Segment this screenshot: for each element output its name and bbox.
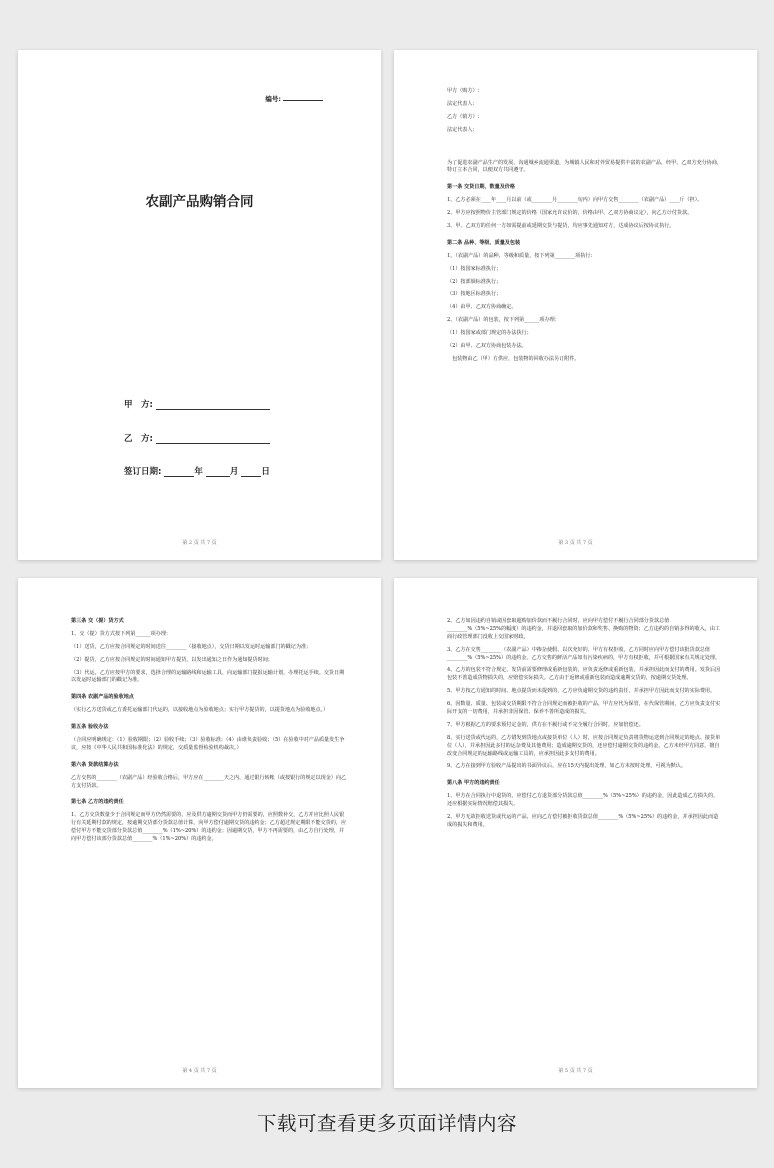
clause: （1）按国家标准执行；: [447, 265, 502, 272]
section-title: 第四条 农副产品的验收地点: [71, 694, 134, 701]
party-b-field: [124, 432, 270, 444]
page-body: [71, 618, 347, 849]
clause: 1、交（提）货方式按下列第______项办理：: [71, 630, 172, 637]
page-number: 第 5 页 共 7 页: [558, 1068, 593, 1074]
clause: （4）由甲、乙双方协商确定。: [447, 304, 517, 311]
intro-line: 法定代表人:: [447, 100, 475, 107]
clause: （1）送货，乙方应按合同规定的时间送往________（接收地点），交货日期以发运时运输部门的戳记为准；: [71, 643, 312, 650]
contract-title: 农副产品购销合同: [145, 194, 254, 210]
contract-page-4: [18, 578, 381, 1088]
section-title: 第七条 乙方的违约责任: [71, 799, 124, 806]
clause: 2、（农副产品）的包装，按下列第______项办理：: [447, 317, 560, 324]
section-title: 第八条 甲方的违约责任: [447, 780, 500, 787]
contract-page-5: [394, 578, 757, 1088]
sign-date-label: 签订日期:: [124, 467, 162, 477]
clause: 乙方交售的________（农副产品）经验收合格后，甲方应在________天之内，通过银行转帐（或按银行的规定以现金）向乙方支付货款。: [71, 774, 347, 789]
section-title: 第一条 交货日期、数量及价格: [447, 184, 515, 191]
clause: 7、甲方根据乙方的要求预付定金的，供方在不履行或不完全履行合同时，应加倍偿还。: [447, 721, 644, 728]
clause: 9、乙方在接到甲方验收产品提出的书面异议后，应在15天内提出处理，如乙方未按时处理，可视为默认。: [447, 763, 686, 770]
clause: 3、乙方在交售________（农副产品）中掺杂使假、以次充好的，甲方有权拒收，乙方同时应向甲方偿付该批货款总值________%（5%~25%）的违约金。乙方交售的鲜活产品如有污染疾病的，甲方有权拒收，并可根据国家有关规定处理。: [447, 646, 721, 661]
party-b-blank: [156, 435, 270, 444]
section-title: 第二条 品种、等级、质量及包装: [447, 239, 521, 246]
contract-page-3: [394, 50, 757, 560]
clause: 3、甲、乙双方的任何一方如需提前或延期交货与提货，均应事先通知对方，达成协议后按协议执行。: [447, 223, 675, 230]
day-label: 日: [261, 467, 270, 477]
clause: 2、甲方无故拒收送货或代运的产品，应向乙方偿付被拒收货款总值________%（5%~25%）的违约金，并承担因此而造成的损失和费用。: [447, 814, 719, 828]
clause: （2）由甲、乙双方协商包装办法。: [447, 343, 527, 350]
clause: 1、（农副产品）的品种、等级和质量，按下列第________项执行：: [447, 252, 596, 259]
download-caption: 下载可查看更多页面详情内容: [256, 1112, 517, 1135]
clause: （2）提货，乙方应按合同规定的时间通知甲方提货，以发出通知之日作为通知提货时间；: [71, 656, 273, 663]
party-a-blank: [156, 401, 270, 410]
clause: 2、乙方如因违约自销或因套取超购加价款而不履行合同时，应向甲方偿付不履行合同部分货款总值________%（5%~25%的幅度）的违约金，并退回套取的加价款和奖售、换购的物资；乙方违约的自销多得的收入，由工商行政管理部门没收上交国家财政。: [447, 618, 721, 640]
page-body: [447, 88, 723, 369]
sign-date-field: [124, 465, 270, 477]
party-a-label: 甲 方:: [124, 400, 153, 410]
page-body: [447, 618, 723, 835]
clause: 包装物由乙（甲）方供应，包装物的回收办法另订附件。: [447, 355, 580, 362]
intro-line: 法定代表人:: [447, 126, 475, 133]
contract-number-field: [265, 94, 323, 103]
clause: （2）按部颁标准执行；: [447, 278, 502, 285]
clause: 1、乙方交货数量少于合同规定而甲方仍然需要的，应及供方逾期交货而甲方仍需要的，应照数补交，乙方并应比照人民银行有关延期付款的规定，按逾期交货部分货款总值计算，向甲方偿付逾期交货的违约金；乙方超过规定期限不能交货的，应偿付甲方不能交货部分货款总值________%（1%~20%）的违约金；因逾期交货，甲方不再需要的，由乙方自行处理，并向甲方偿付该部分货款总值________%（1%~20%）的违约金。: [71, 812, 347, 843]
spacer: [447, 140, 723, 160]
intro-line: 乙方（销方）:: [447, 113, 480, 120]
section-title: 第五条 验收办法: [71, 724, 109, 731]
clause: 4、乙方的包装不符合规定，发货前需要修理或重新包装的，应负责返修或重新包装，并承担因此而支付的费用。发货后因包装不善造成货物损失的，应赔偿实际损失。乙方由于返修或重新包装而造成逾期交货的，按逾期交货处理。: [447, 667, 721, 682]
day-blank: [241, 468, 261, 477]
preamble: 为了促进农副产品生产的发展，沟通城乡流通渠道，为城镇人民和对外贸易提供丰富的农副产品，经甲、乙双方充分协商，特订立本合同，以便双方共同遵守。: [447, 159, 723, 174]
clause: 2、甲方应按照物价主管部门规定的价格（国家允许议价的，价格由甲、乙双方协商议定），向乙方计付货款。: [447, 210, 693, 217]
clause: 6、因数量、质量、包装或交货期限不符合合同规定而被拒收的产品，甲方应代为保管，在代保管期间，乙方应负责支付实际开支的一切费用，并承担非因保管、保养不善所造成的损失。: [447, 701, 721, 716]
section-title: 第六条 货款结算办法: [71, 761, 119, 768]
party-b-label: 乙 方:: [124, 434, 153, 444]
clause: （实行乙方送货或乙方委托运输部门代运的，以接收地点为验收地点；实行甲方提货的，以提货地点为验收地点。）: [71, 707, 329, 714]
page-number: 第 2 页 共 7 页: [182, 540, 217, 546]
intro-line: 甲方（购方）:: [447, 88, 480, 94]
page-number: 第 4 页 共 7 页: [182, 1068, 217, 1074]
clause: （1）按国家或部门规定的办法执行；: [447, 330, 532, 337]
month-label: 月: [229, 467, 239, 477]
clause: 1、乙方必须在____年____月以前（或________月________旬内）向甲方交售________（农副产品）____斤（担）。: [447, 197, 703, 204]
clause: （3）按地区标准执行；: [447, 291, 502, 298]
year-blank: [164, 468, 194, 477]
page-number: 第 3 页 共 7 页: [558, 540, 593, 546]
contract-cover-page: [18, 50, 381, 560]
clause: 1、甲方在合同执行中退货的，应偿付乙方退货部分货款总值________%（5%~25%）的违约金，因此造成乙方损失的，还应根据实际情况赔偿其损失。: [447, 793, 719, 808]
contract-number-blank: [283, 100, 323, 101]
section-title: 第三条 交（提）货方式: [71, 618, 124, 624]
year-label: 年: [194, 467, 203, 477]
clause: （合同应明确规定：（1）验收期限；（2）验收手续；（3）验收标准；（4）由谁负责验收；（5）在验收中对产品质量发生争议，应按《中华人民共和国标准化法》的规定，交质量监督检验机构裁决。）: [71, 737, 345, 751]
clause: 8、实行送货或代运的，乙方错发到货地点或接货单位（人）时，应按合同规定负责将货物运送到合同规定的地点、接货单位（人），并承担因此多付的运杂费及其他费用；造成逾期交货的，还应偿付逾期交货的违约金。乙方未经甲方同意，擅自改变合同规定的运输路线或运输工具的，应承担因此多支付的费用。: [447, 734, 721, 757]
clause: 5、甲方按乙方通知的时间、地点提货而未提到的，乙方应负逾期交货的违约责任，并承担甲方因此而支付的实际费用。: [447, 688, 716, 695]
clause: （3）代运，乙方应按甲方的要求，选择合理的运输路线和运输工具，向运输部门提报运输计划，办理托运手续。交货日期以发运时运输部门的戳记为准。: [71, 669, 345, 684]
contract-number-label: 编号:: [265, 95, 281, 103]
party-a-field: [124, 398, 270, 410]
month-blank: [206, 468, 230, 477]
